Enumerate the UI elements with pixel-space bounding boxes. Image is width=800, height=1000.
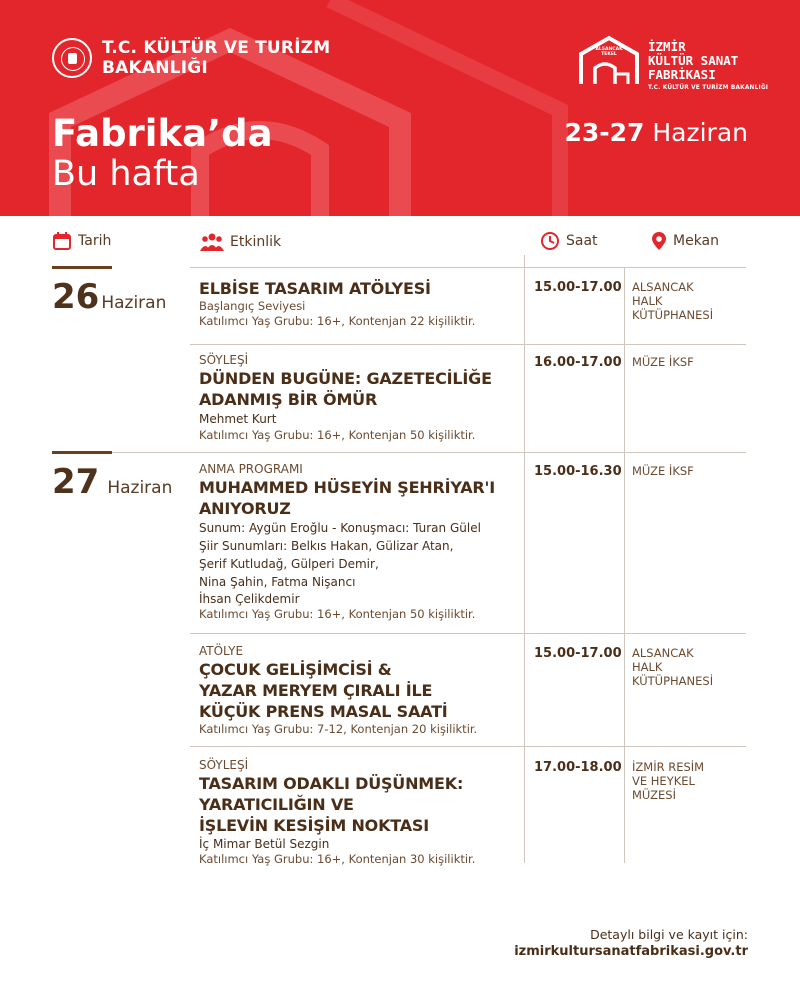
event-time: 15.00-17.00 xyxy=(534,280,622,295)
event-title: TASARIM ODAKLI DÜŞÜNMEK: xyxy=(199,774,464,793)
ministry-name-line1: T.C. KÜLTÜR VE TURİZM xyxy=(102,38,331,58)
footer-info: Detaylı bilgi ve kayıt için: xyxy=(590,927,748,942)
date-range-days: 23-27 xyxy=(564,118,645,147)
footer-url-link[interactable]: izmirkultursanatfabrikasi.gov.tr xyxy=(514,944,748,959)
event-title: İŞLEVİN KESİŞİM NOKTASI xyxy=(199,816,429,835)
event-speaker: Mehmet Kurt xyxy=(199,412,277,426)
divider xyxy=(190,746,746,747)
column-header-event-label: Etkinlik xyxy=(230,234,282,250)
page-subtitle: Bu hafta xyxy=(52,154,200,194)
column-divider xyxy=(624,267,625,863)
fabrika-name-line2: KÜLTÜR SANAT xyxy=(648,53,739,68)
column-header-time-label: Saat xyxy=(566,233,598,249)
event-title: MUHAMMED HÜSEYİN ŞEHRİYAR'I xyxy=(199,478,495,497)
column-divider xyxy=(524,255,525,863)
event-title: KÜÇÜK PRENS MASAL SAATİ xyxy=(199,702,448,721)
event-item xyxy=(199,278,524,329)
event-title: YAZAR MERYEM ÇIRALI İLE xyxy=(199,681,433,700)
event-speaker: Şiir Sunumları: Belkıs Hakan, Gülizar Atan, xyxy=(199,539,454,553)
date-month: Haziran xyxy=(107,478,173,498)
event-speaker: İç Mimar Betül Sezgin xyxy=(199,837,330,851)
date-month: Haziran xyxy=(101,293,167,313)
event-item xyxy=(199,644,524,737)
event-category: SÖYLEŞİ xyxy=(199,758,249,772)
clock-icon xyxy=(540,231,560,251)
event-speaker: Şerif Kutludağ, Gülperi Demir, xyxy=(199,557,379,571)
calendar-icon xyxy=(52,231,72,251)
fabrika-sub: T.C. KÜLTÜR VE TURİZM BAKANLIĞI xyxy=(648,85,769,91)
fabrika-logo xyxy=(578,34,768,91)
date-label xyxy=(52,278,166,316)
fabrika-name-line3: FABRİKASI xyxy=(648,67,716,82)
fabrika-name-line1: İZMİR xyxy=(648,39,686,54)
date-day: 27 xyxy=(52,462,100,502)
divider xyxy=(190,633,746,634)
event-title: YARATICILIĞIN VE xyxy=(199,795,354,814)
divider xyxy=(190,267,746,268)
column-header-venue-label: Mekan xyxy=(673,233,720,249)
column-header-venue xyxy=(651,231,719,251)
event-time: 16.00-17.00 xyxy=(534,355,622,370)
event-category: SÖYLEŞİ xyxy=(199,353,249,367)
event-venue: ALSANCAK HALK KÜTÜPHANESİ xyxy=(632,280,714,322)
date-day: 26 xyxy=(52,277,100,317)
fabrika-mark-text-1: ALSANCAK xyxy=(595,47,623,52)
event-speaker: Sunum: Aygün Eroğlu - Konuşmacı: Turan Gülel xyxy=(199,521,481,535)
ministry-name-line2: BAKANLIĞI xyxy=(102,58,208,78)
column-header-date xyxy=(52,231,111,251)
event-category: ANMA PROGRAMI xyxy=(199,462,303,476)
column-header-date-label: Tarih xyxy=(78,233,112,249)
event-title: DÜNDEN BUGÜNE: GAZETECİLİĞE xyxy=(199,369,492,388)
event-item xyxy=(199,353,524,443)
event-detail: Katılımcı Yaş Grubu: 16+, Kontenjan 50 kişiliktir. xyxy=(199,607,476,621)
event-time: 17.00-18.00 xyxy=(534,760,622,775)
ministry-emblem-icon xyxy=(52,38,92,78)
divider xyxy=(52,452,746,453)
location-pin-icon xyxy=(651,231,667,251)
event-title: ELBİSE TASARIM ATÖLYESİ xyxy=(199,279,431,298)
event-venue: İZMİR RESİM VE HEYKEL MÜZESİ xyxy=(632,760,705,802)
event-item xyxy=(199,462,524,622)
fabrika-building-icon xyxy=(578,34,640,86)
event-speaker: Nina Şahin, Fatma Nişancı xyxy=(199,575,356,589)
fabrika-mark-text-2: TEKEL xyxy=(601,52,617,57)
date-range-month: Haziran xyxy=(644,118,748,147)
header-banner xyxy=(0,0,800,216)
divider xyxy=(190,344,746,345)
page-title: Fabrika’da xyxy=(52,112,273,155)
event-title: ANIYORUZ xyxy=(199,499,291,518)
column-header-event xyxy=(200,231,281,253)
people-icon xyxy=(200,231,224,253)
ministry-logo xyxy=(52,38,330,78)
date-accent-line xyxy=(52,266,112,269)
event-venue: MÜZE İKSF xyxy=(632,464,694,478)
date-range xyxy=(564,118,748,147)
column-header-time xyxy=(540,231,598,251)
event-venue: MÜZE İKSF xyxy=(632,355,694,369)
event-title: ÇOCUK GELİŞİMCİSİ & xyxy=(199,660,392,679)
event-detail: Katılımcı Yaş Grubu: 16+, Kontenjan 22 kişiliktir. xyxy=(199,314,476,328)
event-detail: Başlangıç Seviyesi xyxy=(199,299,306,313)
date-accent-line xyxy=(52,451,112,454)
event-time: 15.00-16.30 xyxy=(534,464,622,479)
event-detail: Katılımcı Yaş Grubu: 16+, Kontenjan 50 kişiliktir. xyxy=(199,428,476,442)
event-speaker: İhsan Çelikdemir xyxy=(199,592,300,606)
event-item xyxy=(199,758,524,867)
event-time: 15.00-17.00 xyxy=(534,646,622,661)
date-label xyxy=(52,463,172,501)
event-title: ADANMIŞ BİR ÖMÜR xyxy=(199,390,378,409)
event-category: ATÖLYE xyxy=(199,644,244,658)
event-venue: ALSANCAK HALK KÜTÜPHANESİ xyxy=(632,646,714,688)
event-detail: Katılımcı Yaş Grubu: 7-12, Kontenjan 20 kişiliktir. xyxy=(199,722,478,736)
event-detail: Katılımcı Yaş Grubu: 16+, Kontenjan 30 kişiliktir. xyxy=(199,852,476,866)
